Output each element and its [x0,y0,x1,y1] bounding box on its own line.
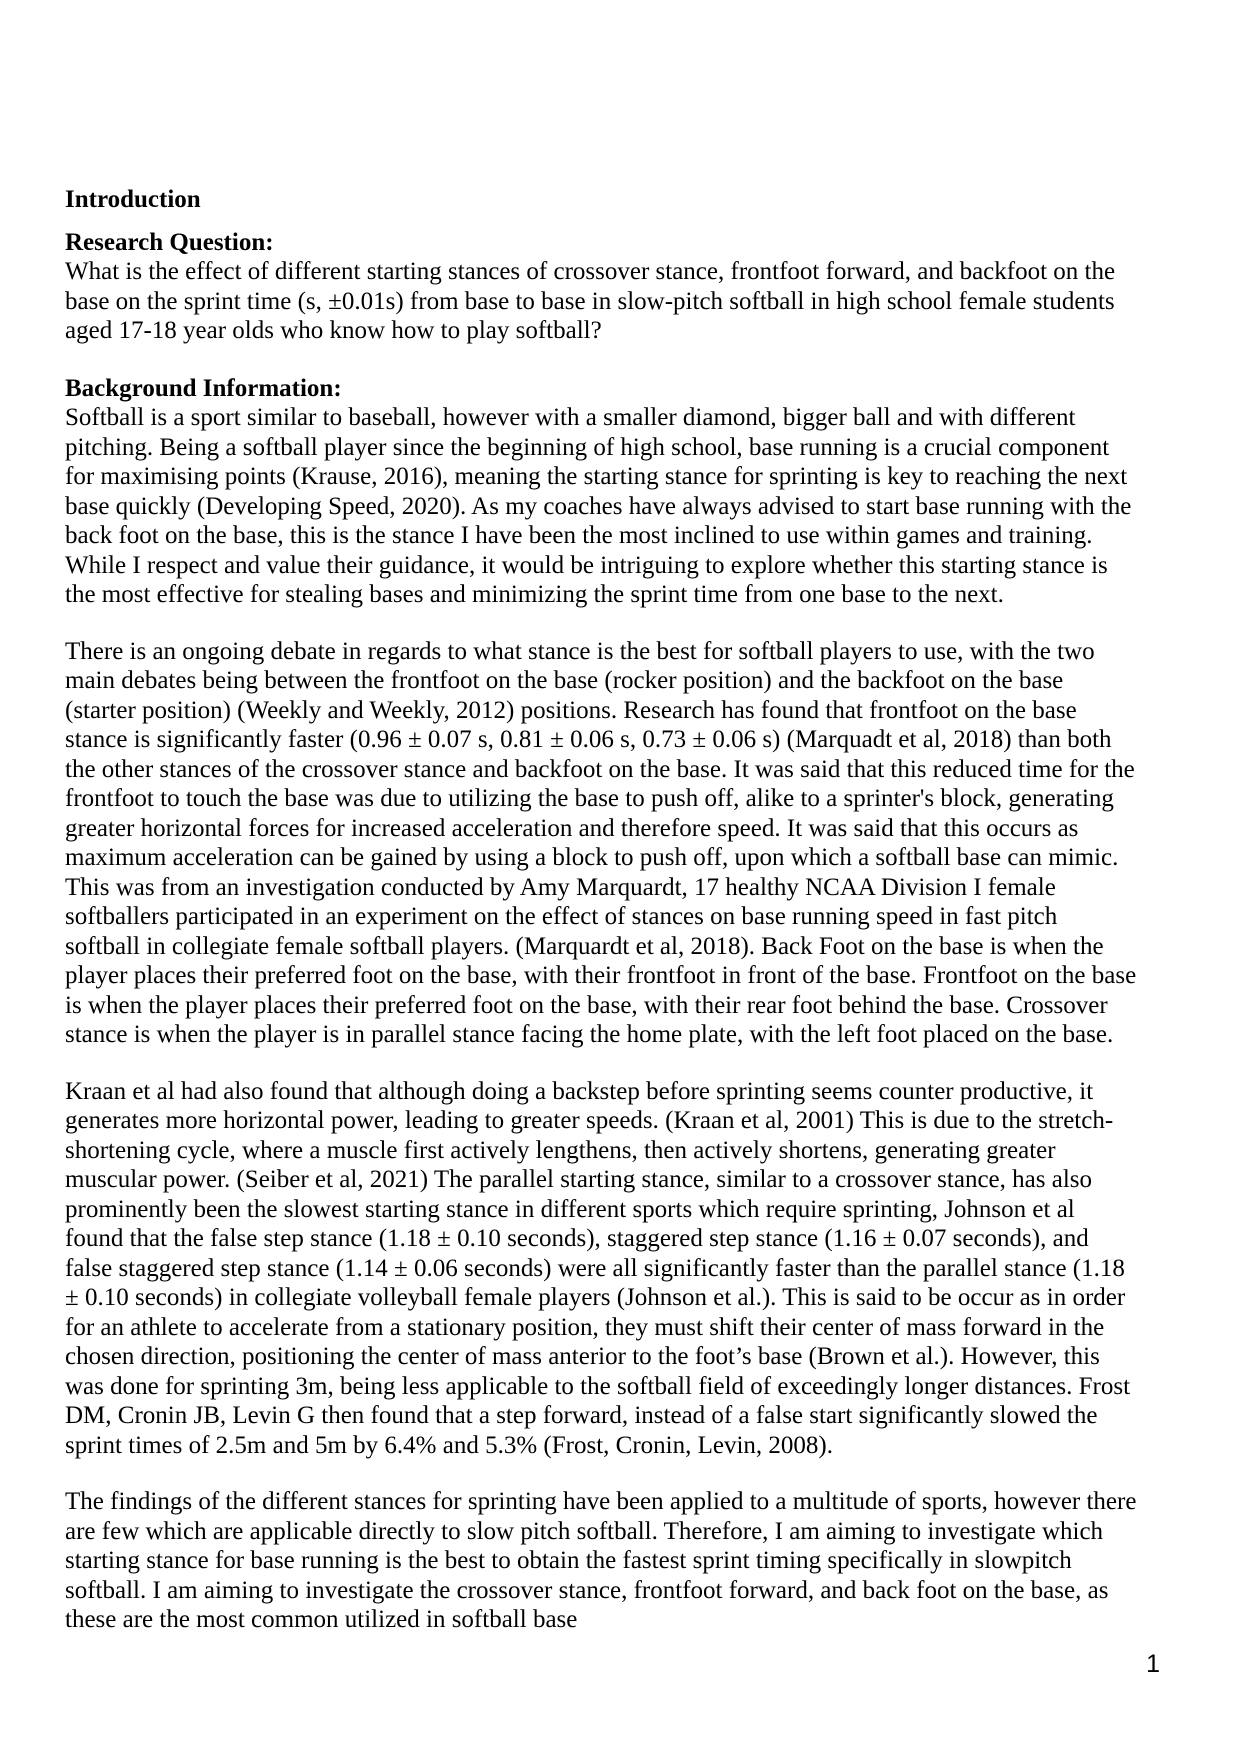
background-paragraph-1: Softball is a sport similar to baseball, however with a smaller diamond, bigger ball and with different pitching. Being a softball player since the beginning of high school, base running is a crucial component for maximising points (Krause, 2016), meaning the starting stance for sprinting is key to reaching the next base quickly (Developing Speed, 2020). As my coaches have always advised to start base running with the back foot on the base, this is the stance I have been the most inclined to use within games and training. While I respect and value their guidance, it would be intriguing to explore whether this starting stance is the most effective for stealing bases and minimizing the sprint time from one base to the next. [65,404,1132,608]
subsection-heading-background-information: Background Information: [65,374,342,402]
background-paragraph-4: The findings of the different stances for sprinting have been applied to a multitude of sports, however there are few which are applicable directly to slow pitch softball. Therefore, I am aiming to investigate which starting stance for base running is the best to obtain the fastest sprint timing specifically in slowpitch softball. I am aiming to investigate the crossover stance, frontfoot forward, and back foot on the base, as these are the most common utilized in softball base [65,1488,1137,1633]
background-paragraph-3: Kraan et al had also found that although doing a backstep before sprinting seems counter productive, it generates more horizontal power, leading to greater speeds. (Kraan et al, 2001) This is due to the stretch-shortening cycle, where a muscle first actively lengthens, then actively shortens, generating greater muscular power. (Seiber et al, 2021) The parallel starting stance, similar to a crossover stance, has also prominently been the slowest starting stance in different sports which require sprinting, Johnson et al found that the false step stance (1.18 ± 0.10 seconds), staggered step stance (1.16 ± 0.07 seconds), and false staggered step stance (1.14 ± 0.06 seconds) were all significantly faster than the parallel stance (1.18 ± 0.10 seconds) in collegiate volleyball female players (Johnson et al.). This is said to be occur as in order for an athlete to accelerate from a stationary position, they must shift their center of mass forward in the chosen direction, positioning the center of mass anterior to the foot’s base (Brown et al.). However, this was done for sprinting 3m, being less applicable to the softball field of exceedingly longer distances. Frost DM, Cronin JB, Levin G then found that a step forward, instead of a false start significantly slowed the sprint times of 2.5m and 5m by 6.4% and 5.3% (Frost, Cronin, Levin, 2008). [65,1077,1131,1459]
section-heading-introduction: Introduction [65,186,201,213]
page-number: 1 [1146,1650,1160,1678]
background-paragraph-2: There is an ongoing debate in regards to what stance is the best for softball players to use, with the two main debates being between the frontfoot on the base (rocker position) and the backfoot on the base (starter position) (Weekly and Weekly, 2012) positions. Research has found that frontfoot on the base stance is significantly faster (0.96 ± 0.07 s, 0.81 ± 0.06 s, 0.73 ± 0.06 s) (Marquadt et al, 2018) than both the other stances of the crossover stance and backfoot on the base. It was said that this reduced time for the frontfoot to touch the base was due to utilizing the base to push off, alike to a sprinter's block, generating greater horizontal forces for increased acceleration and therefore speed. It was said that this occurs as maximum acceleration can be gained by using a block to push off, upon which a softball base can mimic. This was from an investigation conducted by Amy Marquardt, 17 healthy NCAA Division I female softballers participated in an experiment on the effect of stances on base running speed in fast pitch softball in collegiate female softball players. (Marquardt et al, 2018). Back Foot on the base is when the player places their preferred foot on the base, with their frontfoot in front of the base. Frontfoot on the base is when the player places their preferred foot on the base, with their rear foot behind the base. Crossover stance is when the player is in parallel stance facing the home plate, with the left foot placed on the base. [65,637,1137,1048]
research-question-paragraph: What is the effect of different starting stances of crossover stance, frontfoot forward, and backfoot on the base on the sprint time (s, ±0.01s) from base to base in slow-pitch softball in high school female students aged 17-18 year olds who know how to play softball? [65,258,1116,344]
subsection-heading-research-question: Research Question: [65,228,274,256]
